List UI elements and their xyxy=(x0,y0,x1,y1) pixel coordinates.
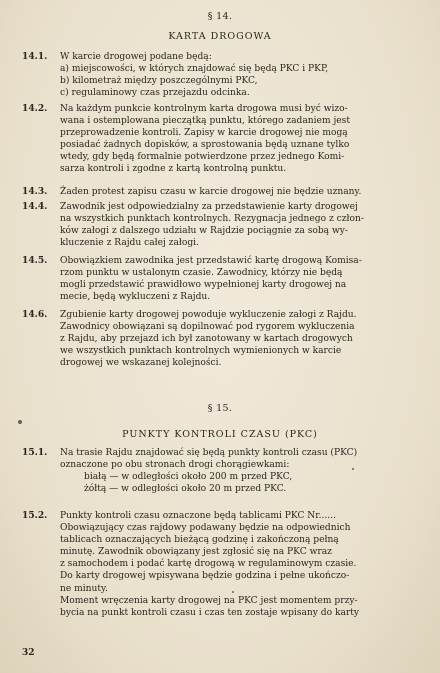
text-line: z samochodem i podać kartę drogową w regulaminowym czasie. xyxy=(60,559,357,570)
text-line: ne minuty. xyxy=(60,583,108,594)
paragraph-number: 14.4. xyxy=(22,201,48,212)
list-item-c: c) regulaminowy czas przejazdu odcinka. xyxy=(60,88,250,99)
page-number: 32 xyxy=(22,648,35,658)
paragraph-14-3 xyxy=(22,186,430,198)
text-line: Na trasie Rajdu znajdować się będą punkty kontroli czasu (PKC) xyxy=(60,448,358,458)
paragraph-14-5 xyxy=(22,255,430,303)
text-line: sarza kontroli i zgodne z kartą kontrolną punktu. xyxy=(60,164,287,175)
paragraph-number: 15.1. xyxy=(22,447,48,458)
paragraph-number: 14.1. xyxy=(22,51,48,62)
section-15-title: PUNKTY KONTROLI CZASU (PKC) xyxy=(122,429,318,440)
text-line: we wszystkich punktach kontrolnych wymienionych w karcie xyxy=(60,346,342,357)
text-line: wana i ostemplowana pieczątką punktu, którego zadaniem jest xyxy=(60,116,350,127)
text-line: oznaczone po obu stronach drogi chorągiewkami: xyxy=(60,460,290,471)
paper-speck xyxy=(352,468,354,470)
flag-yellow-line: żółtą — w odległości około 20 m przed PKC. xyxy=(84,484,287,495)
section-14-title: KARTA DROGOWA xyxy=(168,31,272,42)
paper-speck xyxy=(18,420,22,424)
text-line: W karcie drogowej podane będą: xyxy=(60,52,212,62)
text-line: ków załogi z dalszego udziału w Rajdzie pociągnie za sobą wy- xyxy=(60,226,348,237)
text-line: z Rajdu, aby przejazd ich był zanotowany w kartach drogowych xyxy=(60,334,353,345)
text-line: minutę. Zawodnik obowiązany jest zgłosić się na PKC wraz xyxy=(60,547,332,558)
text-line: tablicach oznaczających bieżącą godzinę i zakończoną pełną xyxy=(60,535,339,546)
paragraph-number: 14.2. xyxy=(22,103,48,114)
text-line: Obowiązujący czas rajdowy podawany będzie na odpowiednich xyxy=(60,523,351,534)
text-line: Punkty kontroli czasu oznaczone będą tablicami PKC Nr...... xyxy=(60,511,336,521)
text-line: drogowej we wskazanej kolejności. xyxy=(60,358,222,369)
flag-white-line: białą — w odległości około 200 m przed PKC, xyxy=(84,472,293,483)
text-line: posiadać żadnych dopisków, a sprostowania będą uznane tylko xyxy=(60,140,350,151)
paragraph-number: 15.2. xyxy=(22,510,48,521)
paragraph-number: 14.3. xyxy=(22,186,48,197)
text-line: mogli przedstawić prawidłowo wypełnionej karty drogowej na xyxy=(60,280,347,291)
text-line: na wszystkich punktach kontrolnych. Rezygnacja jednego z człon- xyxy=(60,214,364,225)
list-item-b: b) kilometraż między poszczególnymi PKC, xyxy=(60,76,258,87)
text-line: Do karty drogowej wpisywana będzie godzina i pełne ukończo- xyxy=(60,571,350,582)
paragraph-15-2 xyxy=(22,510,430,619)
paragraph-14-2 xyxy=(22,103,430,176)
section-14-number: § 14. xyxy=(207,11,233,22)
text-line: Zgubienie karty drogowej powoduje wykluczenie załogi z Rajdu. xyxy=(60,310,357,320)
text-line: przeprowadzenie kontroli. Zapisy w karcie drogowej nie mogą xyxy=(60,128,348,139)
text-line: mecie, będą wykluczeni z Rajdu. xyxy=(60,292,211,303)
text-line: Żaden protest zapisu czasu w karcie drogowej nie będzie uznany. xyxy=(60,187,362,197)
text-line: Zawodnik jest odpowiedzialny za przedstawienie karty drogowej xyxy=(60,202,358,212)
text-line: Na każdym punkcie kontrolnym karta drogowa musi być wizo- xyxy=(60,104,348,114)
text-line: wtedy, gdy będą formalnie potwierdzone przez jednego Komi- xyxy=(60,152,345,163)
section-15-number: § 15. xyxy=(207,403,233,414)
text-line: rzom punktu w ustalonym czasie. Zawodnicy, którzy nie będą xyxy=(60,268,343,279)
paragraph-14-1 xyxy=(22,51,430,99)
paragraph-15-1 xyxy=(22,447,430,495)
text-line: Moment wręczenia karty drogowej na PKC jest momentem przy- xyxy=(60,595,358,606)
list-item-a: a) miejscowości, w których znajdować się będą PKC i PKP, xyxy=(60,64,329,75)
paragraph-14-4 xyxy=(22,201,430,249)
paragraph-number: 14.6. xyxy=(22,309,48,320)
text-line: kluczenie z Rajdu całej załogi. xyxy=(60,238,199,249)
paragraph-14-6 xyxy=(22,309,430,369)
paper-speck xyxy=(232,591,234,593)
text-line: Obowiązkiem zawodnika jest przedstawić kartę drogową Komisa- xyxy=(60,256,362,266)
text-line: Zawodnicy obowiązani są dopilnować pod rygorem wykluczenia xyxy=(60,322,355,333)
text-line: bycia na punkt kontroli czasu i czas ten zostaje wpisany do karty xyxy=(60,607,360,618)
paragraph-number: 14.5. xyxy=(22,255,48,266)
